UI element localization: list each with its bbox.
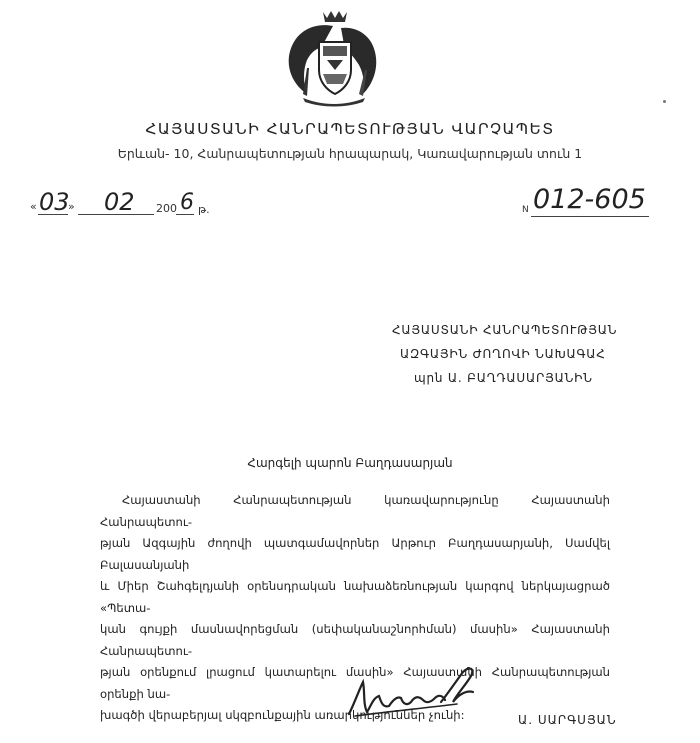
body-line: կան գույքի մասնավորեցման (սեփականաշնորհման) մասին» Հայաստանի Հանրապետու- [100,622,610,658]
date-month-underline [78,214,154,215]
scan-speck [663,100,666,103]
date-suffix: թ. [198,203,210,216]
date-close-quote: » [68,200,75,213]
body-line: և Միեր Շահգելդյանի օրենսդրական նախաձեռնության կարգով ներկայացրած «Պետա- [100,579,610,615]
body-line: խագծի վերաբերյալ սկզբունքային առարկություններ չունի: [100,708,465,722]
addressee-line-1: ՀԱՅԱՍՏԱՆԻ ՀԱՆՐԱՊԵՏՈՒԹՅԱՆ [392,323,618,337]
body-line: թյան Ազգային ժողովի պատգամավորներ Արթուր Բաղդասարյանի, Սամվել Բալասանյանի [100,536,610,572]
handwritten-signature-icon [345,662,495,722]
government-title: ՀԱՅԱՍՏԱՆԻ ՀԱՆՐԱՊԵՏՈՒԹՅԱՆ ՎԱՐՉԱՊԵՏ [145,120,555,138]
document-number: 012-605 [533,184,646,215]
date-day-underline [38,214,68,215]
date-month: 02 [104,188,135,216]
number-underline [531,216,649,217]
date-year-underline [176,214,194,215]
signer-name: Ա. ՍԱՐԳՍՅԱՆ [518,713,617,727]
armenian-coat-of-arms-icon [283,8,383,108]
date-year-prefix: 200 [156,202,177,215]
addressee-block [392,318,652,390]
government-address: Երևան- 10, Հանրապետության հրապարակ, Կառավարության տուն 1 [117,146,583,161]
body-line: թյան օրենքում լրացում կատարելու մասին» Հայաստանի Հանրապետության օրենքի նա- [100,665,610,701]
date-year-digit: 6 [180,190,194,215]
body-line: Հայաստանի Հանրապետության կառավարությունը Հայաստանի Հանրապետու- [100,493,610,529]
salutation: Հարգելի պարոն Բաղդասարյան [247,456,453,470]
date-open-quote: « [30,200,37,213]
addressee-line-2: ԱԶԳԱՅԻՆ ԺՈՂՈՎԻ ՆԱԽԱԳԱՀ [400,347,606,361]
date-day: 03 [39,188,70,216]
number-label: N [522,205,529,215]
addressee-line-3: պրն Ա. ԲԱՂԴԱՍԱՐՅԱՆԻՆ [414,371,593,385]
